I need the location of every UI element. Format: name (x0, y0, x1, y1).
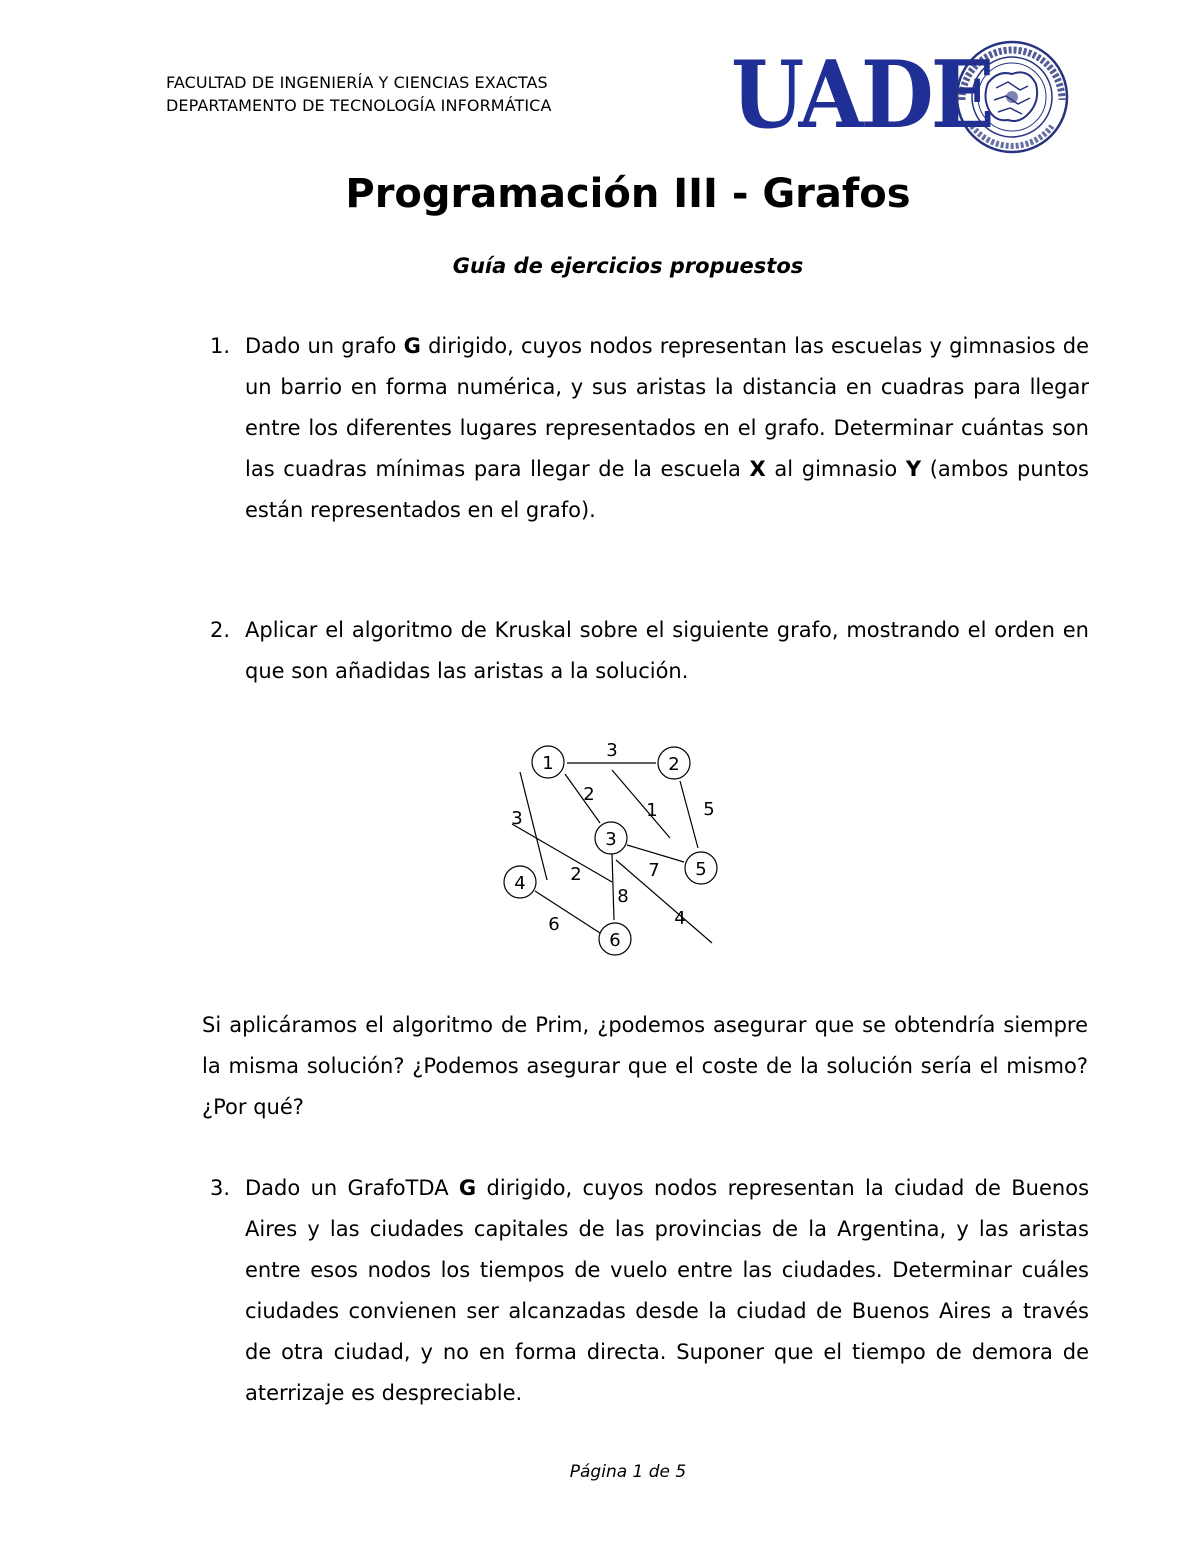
edge-weight-label: 1 (646, 800, 658, 821)
node-label: 5 (695, 859, 707, 880)
node-label: 2 (668, 754, 680, 775)
university-seal-icon (950, 38, 1075, 156)
edge-weight-label: 3 (606, 740, 618, 761)
edge-weight-label: 8 (617, 886, 629, 907)
kruskal-graph-diagram (495, 732, 725, 962)
exercise-1-text: Dado un grafo G dirigido, cuyos nodos representan las escuelas y gimnasios de un barrio en forma numérica, y sus aristas la distancia en cuadras para llegar entre los diferentes lugares representados en el grafo. Determinar cuántas son las cuadras mínimas para llegar de la escuela X al gimnasio Y (ambos puntos están representados en el grafo). (245, 334, 1090, 522)
edge-weight-label: 5 (703, 799, 715, 820)
node-label: 4 (514, 873, 526, 894)
page-title: Programación III - Grafos (345, 171, 911, 217)
node-label: 1 (542, 753, 554, 774)
edge-weight-label: 2 (570, 864, 582, 885)
graph-edge (520, 772, 547, 880)
edge-weight-label: 7 (648, 860, 660, 881)
exercise-3-text: Dado un GrafoTDA G dirigido, cuyos nodos representan la ciudad de Buenos Aires y las ciudades capitales de las provincias de la Argentina, y las aristas entre esos nodos los tiempos de vuelo entre las ciudades. Determinar cuáles ciudades convienen ser alcanzadas desde la ciudad de Buenos Aires a través de otra ciudad, y no en forma directa. Suponer que el tiempo de demora de aterrizaje es despreciable. (245, 1176, 1090, 1405)
edge-weight-label: 3 (511, 808, 523, 829)
exercise-1-number: 1. (210, 334, 231, 358)
exercise-2-number: 2. (210, 618, 231, 642)
faculty-name: FACULTAD DE INGENIERÍA Y CIENCIAS EXACTAS (166, 73, 548, 92)
exercise-2-text: Aplicar el algoritmo de Kruskal sobre el siguiente grafo, mostrando el orden en que son añadidas las aristas a la solución. (245, 618, 1089, 683)
edge-weight-label: 4 (674, 908, 686, 929)
uade-logo: UADE (731, 40, 992, 150)
graph-edge (535, 891, 600, 933)
node-label: 6 (609, 930, 621, 951)
edge-weight-label: 6 (548, 914, 560, 935)
page-subtitle: Guía de ejercicios propuestos (452, 254, 804, 278)
graph-edge (612, 853, 614, 920)
department-name: DEPARTAMENTO DE TECNOLOGÍA INFORMÁTICA (166, 96, 552, 115)
graph-edge (680, 781, 698, 848)
node-label: 3 (605, 829, 617, 850)
exercise-3-number: 3. (210, 1176, 231, 1200)
prim-question: Si aplicáramos el algoritmo de Prim, ¿podemos asegurar que se obtendría siempre la misma solución? ¿Podemos asegurar que el coste de la solución sería el mismo? ¿Por qué? (202, 1013, 1088, 1119)
page-footer: Página 1 de 5 (569, 1462, 687, 1482)
edge-weight-label: 2 (583, 784, 595, 805)
